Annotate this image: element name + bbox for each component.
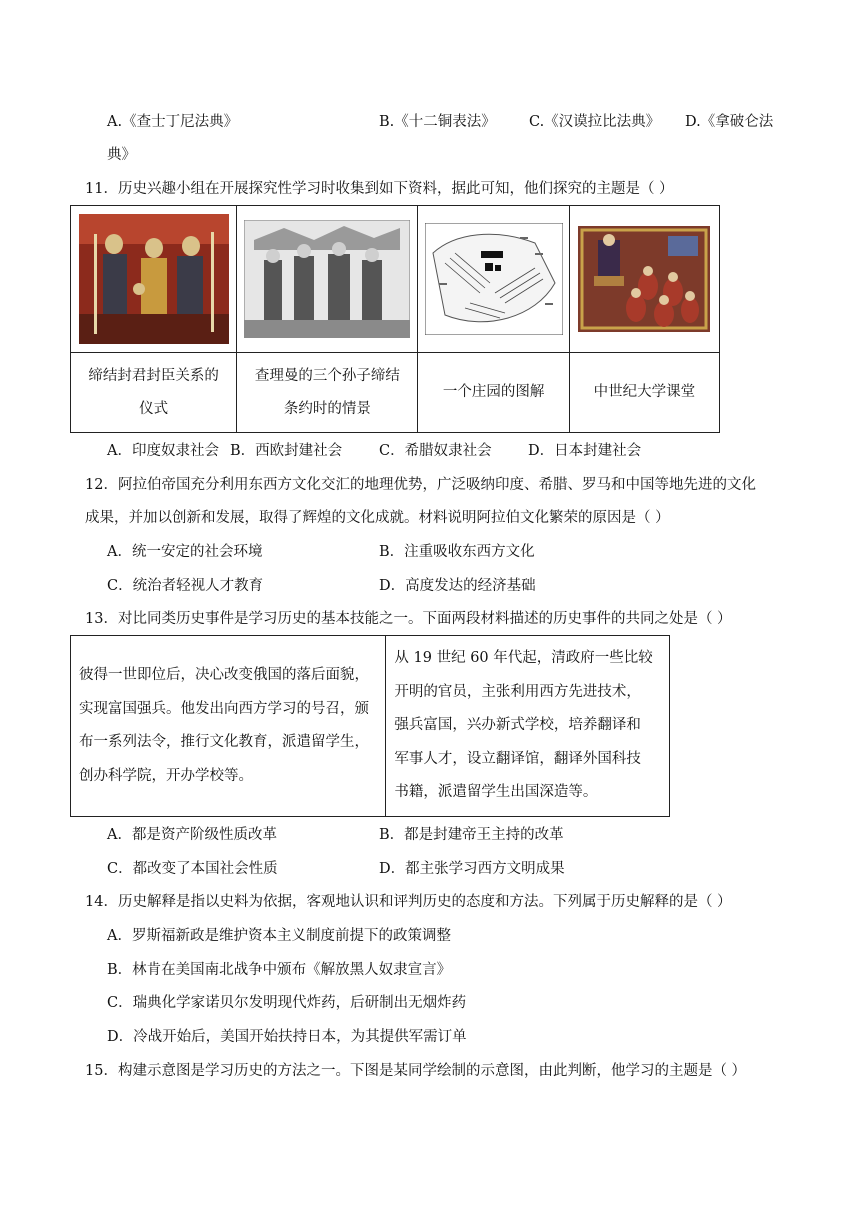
q11-image-cell-2 <box>237 206 418 353</box>
q12-stem-line1: 12．阿拉伯帝国充分利用东西方文化交汇的地理优势，广泛吸纳印度、希腊、罗马和中国等地先进的文化 <box>85 477 756 493</box>
q10-option-d-wrap: 典》 <box>107 147 136 163</box>
q12-option-a: A．统一安定的社会环境 <box>107 544 263 560</box>
q11-image-cell-1 <box>71 206 237 353</box>
q12-stem-line2: 成果，并加以创新和发展，取得了辉煌的文化成就。材料说明阿拉伯文化繁荣的原因是（ ） <box>85 510 670 526</box>
q11-stem: 11．历史兴趣小组在开展探究性学习时收集到如下资料，据此可知，他们探究的主题是（ ） <box>85 181 674 197</box>
q10-option-a: A.《查士丁尼法典》 <box>107 114 239 130</box>
q11-caption-2-line1: 查理曼的三个孙子缔结 <box>254 367 400 384</box>
q11-option-d: D．日本封建社会 <box>528 443 642 459</box>
q11-image-cell-4 <box>569 206 719 353</box>
q11-option-b: B．西欧封建社会 <box>230 443 343 459</box>
q14-option-a: A．罗斯福新政是维护资本主义制度前提下的政策调整 <box>107 928 451 944</box>
q11-caption-1-line2: 仪式 <box>139 400 169 417</box>
q12-option-b: B．注重吸收东西方文化 <box>379 544 535 560</box>
q13-right-line: 开明的官员，主张利用西方先进技术， <box>394 683 641 700</box>
q13-left-line: 实现富国强兵。他发出向西方学习的号召，颁 <box>79 700 369 717</box>
q13-option-a: A．都是资产阶级性质改革 <box>107 827 277 843</box>
q13-left-line: 创办科学院，开办学校等。 <box>79 767 253 784</box>
q13-right-line: 书籍，派遣留学生出国深造等。 <box>394 784 598 801</box>
q13-stem: 13．对比同类历史事件是学习历史的基本技能之一。下面两段材料描述的历史事件的共同之处是（ ） <box>85 611 732 627</box>
q14-option-b: B．林肯在美国南北战争中颁布《解放黑人奴隶宣言》 <box>107 962 452 978</box>
q13-material-right <box>386 636 670 817</box>
q11-caption-2-line2: 条约时的情景 <box>283 400 371 417</box>
medieval-university-image <box>578 226 710 332</box>
q11-material-table <box>70 205 720 433</box>
q12-option-c: C．统治者轻视人才教育 <box>107 578 264 594</box>
q13-material-left <box>71 636 386 817</box>
q14-option-d: D．冷战开始后，美国开始扶持日本，为其提供军需订单 <box>107 1029 467 1045</box>
q12-option-d: D．高度发达的经济基础 <box>379 578 536 594</box>
q10-option-c: C.《汉谟拉比法典》 <box>529 114 661 130</box>
q13-material-table <box>70 635 670 817</box>
q10-option-b: B.《十二铜表法》 <box>379 114 496 130</box>
q13-left-line: 彼得一世即位后，决心改变俄国的落后面貌， <box>79 667 369 683</box>
q11-option-a: A．印度奴隶社会 <box>107 443 219 459</box>
q13-left-line: 布一系列法令，推行文化教育，派遣留学生， <box>79 734 369 750</box>
q11-caption-4: 中世纪大学课堂 <box>569 353 719 433</box>
q15-stem: 15．构建示意图是学习历史的方法之一。下图是某同学绘制的示意图，由此判断，他学习的主题是（ ） <box>85 1063 747 1079</box>
q11-caption-3: 一个庄园的图解 <box>418 353 569 433</box>
q11-caption-2 <box>237 353 418 433</box>
q14-option-c: C．瑞典化学家诺贝尔发明现代炸药，后研制出无烟炸药 <box>107 995 467 1011</box>
vassal-ceremony-image <box>79 214 229 344</box>
manor-diagram-image <box>425 223 563 335</box>
treaty-scene-image <box>244 220 410 338</box>
q13-option-d: D．都主张学习西方文明成果 <box>379 861 565 877</box>
q10-option-d: D.《拿破仑法 <box>685 114 774 130</box>
q11-image-cell-3 <box>418 206 569 353</box>
q14-stem: 14．历史解释是指以史料为依据，客观地认识和评判历史的态度和方法。下列属于历史解释的是（ ） <box>85 894 732 910</box>
q13-right-line: 强兵富国，兴办新式学校，培养翻译和 <box>394 717 641 734</box>
q13-right-line: 从 19 世纪 60 年代起，清政府一些比较 <box>394 650 653 667</box>
q13-option-c: C．都改变了本国社会性质 <box>107 861 278 877</box>
q13-option-b: B．都是封建帝王主持的改革 <box>379 827 564 843</box>
q13-right-line: 军事人才，设立翻译馆，翻译外国科技 <box>394 750 641 767</box>
q11-option-c: C．希腊奴隶社会 <box>379 443 492 459</box>
q11-caption-1 <box>71 353 237 433</box>
q11-caption-1-line1: 缔结封君封臣关系的 <box>88 367 219 384</box>
